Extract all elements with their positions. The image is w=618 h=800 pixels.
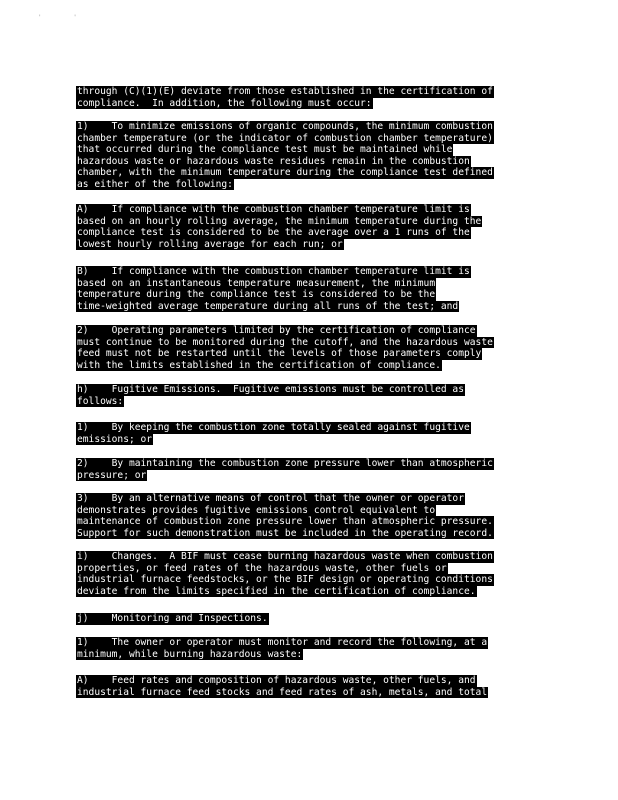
text-line xyxy=(76,301,471,313)
text-line xyxy=(76,278,471,290)
scan-mark: ' xyxy=(73,14,77,21)
text-line xyxy=(76,458,494,470)
redacted-text: i) Changes. A BIF must cease burning hazardous waste when combustion xyxy=(77,551,493,562)
scan-mark: ' xyxy=(38,14,42,21)
text-line xyxy=(76,121,494,133)
text-line xyxy=(76,528,494,540)
redacted-text: as either of the following: xyxy=(77,178,233,190)
paragraph xyxy=(76,493,494,539)
text-line xyxy=(76,86,494,98)
redacted-text: A) If compliance with the combustion chamber temperature limit is xyxy=(77,204,470,215)
text-line xyxy=(76,156,494,168)
text-line xyxy=(76,266,471,278)
text-line xyxy=(76,360,494,372)
redacted-text: based on an instantaneous temperature measurement, the minimum xyxy=(77,277,436,289)
redacted-text: minimum, while burning hazardous waste: xyxy=(77,648,303,660)
redacted-text: compliance. In addition, the following must occur: xyxy=(77,97,372,109)
text-line xyxy=(76,144,494,156)
redacted-text: 3) By an alternative means of control that the owner or operator xyxy=(77,493,464,504)
paragraph xyxy=(76,613,269,625)
paragraph xyxy=(76,675,488,698)
text-line xyxy=(76,348,494,360)
redacted-text: deviate from the limits specified in the certification of compliance. xyxy=(77,585,476,597)
redacted-text: 1) The owner or operator must monitor and record the following, at a xyxy=(77,637,488,648)
redacted-text: industrial furnace feedstocks, or the BIF design or operating conditions xyxy=(77,574,493,585)
redacted-text: based on an hourly rolling average, the minimum temperature during the xyxy=(77,215,482,227)
text-line xyxy=(76,179,494,191)
text-line xyxy=(76,649,488,661)
text-line xyxy=(76,613,269,625)
redacted-text: temperature during the compliance test is considered to be the xyxy=(77,289,436,300)
redacted-text: 1) To minimize emissions of organic compounds, the minimum combustion xyxy=(77,121,493,132)
text-line xyxy=(76,687,488,699)
redacted-text: h) Fugitive Emissions. Fugitive emissions must be controlled as xyxy=(77,384,464,395)
redacted-text: properties, or feed rates of the hazardous waste, other fuels or xyxy=(77,562,447,574)
text-line xyxy=(76,551,494,563)
paragraph xyxy=(76,458,494,481)
redacted-text: maintenance of combustion zone pressure lower than atmospheric pressure. xyxy=(77,516,493,527)
text-line xyxy=(76,470,494,482)
redacted-text: emissions; or xyxy=(77,433,153,445)
redacted-text: follows: xyxy=(77,395,124,407)
text-line xyxy=(76,227,482,239)
paragraph xyxy=(76,325,494,371)
text-line xyxy=(76,133,494,145)
text-line xyxy=(76,325,494,337)
redacted-text: 2) By maintaining the combustion zone pressure lower than atmospheric xyxy=(77,458,493,469)
redacted-text: 2) Operating parameters limited by the certification of compliance xyxy=(77,325,476,336)
paragraph xyxy=(76,86,494,109)
redacted-text: pressure; or xyxy=(77,469,147,481)
text-line xyxy=(76,396,465,408)
text-line xyxy=(76,422,471,434)
paragraph xyxy=(76,204,482,250)
redacted-text: compliance test is considered to be the average over a 1 runs of the xyxy=(77,227,470,238)
text-line xyxy=(76,337,494,349)
redacted-text: chamber temperature (or the indicator of combustion chamber temperature) xyxy=(77,132,493,144)
redacted-text: chamber, with the minimum temperature during the compliance test defined xyxy=(77,167,493,178)
text-line xyxy=(76,586,494,598)
text-line xyxy=(76,204,482,216)
text-line xyxy=(76,434,471,446)
text-line xyxy=(76,167,494,179)
paragraph xyxy=(76,266,471,312)
text-line xyxy=(76,563,494,575)
scan-marks xyxy=(38,14,105,21)
redacted-text: 1) By keeping the combustion zone totally sealed against fugitive xyxy=(77,422,470,433)
redacted-text: j) Monitoring and Inspections. xyxy=(77,613,268,624)
text-line xyxy=(76,574,494,586)
redacted-text: through (C)(1)(E) deviate from those established in the certification of xyxy=(77,86,493,97)
redacted-text: must continue to be monitored during the cutoff, and the hazardous waste xyxy=(77,336,493,348)
paragraph xyxy=(76,121,494,190)
redacted-text: Support for such demonstration must be included in the operating record. xyxy=(77,527,493,539)
text-line xyxy=(76,384,465,396)
text-line xyxy=(76,98,494,110)
text-line xyxy=(76,516,494,528)
paragraph xyxy=(76,422,471,445)
text-line xyxy=(76,239,482,251)
paragraph xyxy=(76,637,488,660)
text-line xyxy=(76,216,482,228)
redacted-text: that occurred during the compliance test must be maintained while xyxy=(77,144,453,155)
text-line xyxy=(76,505,494,517)
redacted-text: with the limits established in the certification of compliance. xyxy=(77,359,441,371)
redacted-text: feed must not be restarted until the levels of those parameters comply xyxy=(77,348,482,359)
text-line xyxy=(76,289,471,301)
text-line xyxy=(76,493,494,505)
redacted-text: industrial furnace feed stocks and feed rates of ash, metals, and total xyxy=(77,686,488,698)
paragraph xyxy=(76,551,494,597)
redacted-text: B) If compliance with the combustion chamber temperature limit is xyxy=(77,266,470,277)
text-line xyxy=(76,637,488,649)
redacted-text: lowest hourly rolling average for each run; or xyxy=(77,238,343,250)
redacted-text: demonstrates provides fugitive emissions control equivalent to xyxy=(77,504,436,516)
redacted-text: time-weighted average temperature during all runs of the test; and xyxy=(77,300,459,312)
redacted-text: A) Feed rates and composition of hazardous waste, other fuels, and xyxy=(77,675,476,686)
text-line xyxy=(76,675,488,687)
redacted-text: hazardous waste or hazardous waste residues remain in the combustion xyxy=(77,155,470,167)
paragraph xyxy=(76,384,465,407)
